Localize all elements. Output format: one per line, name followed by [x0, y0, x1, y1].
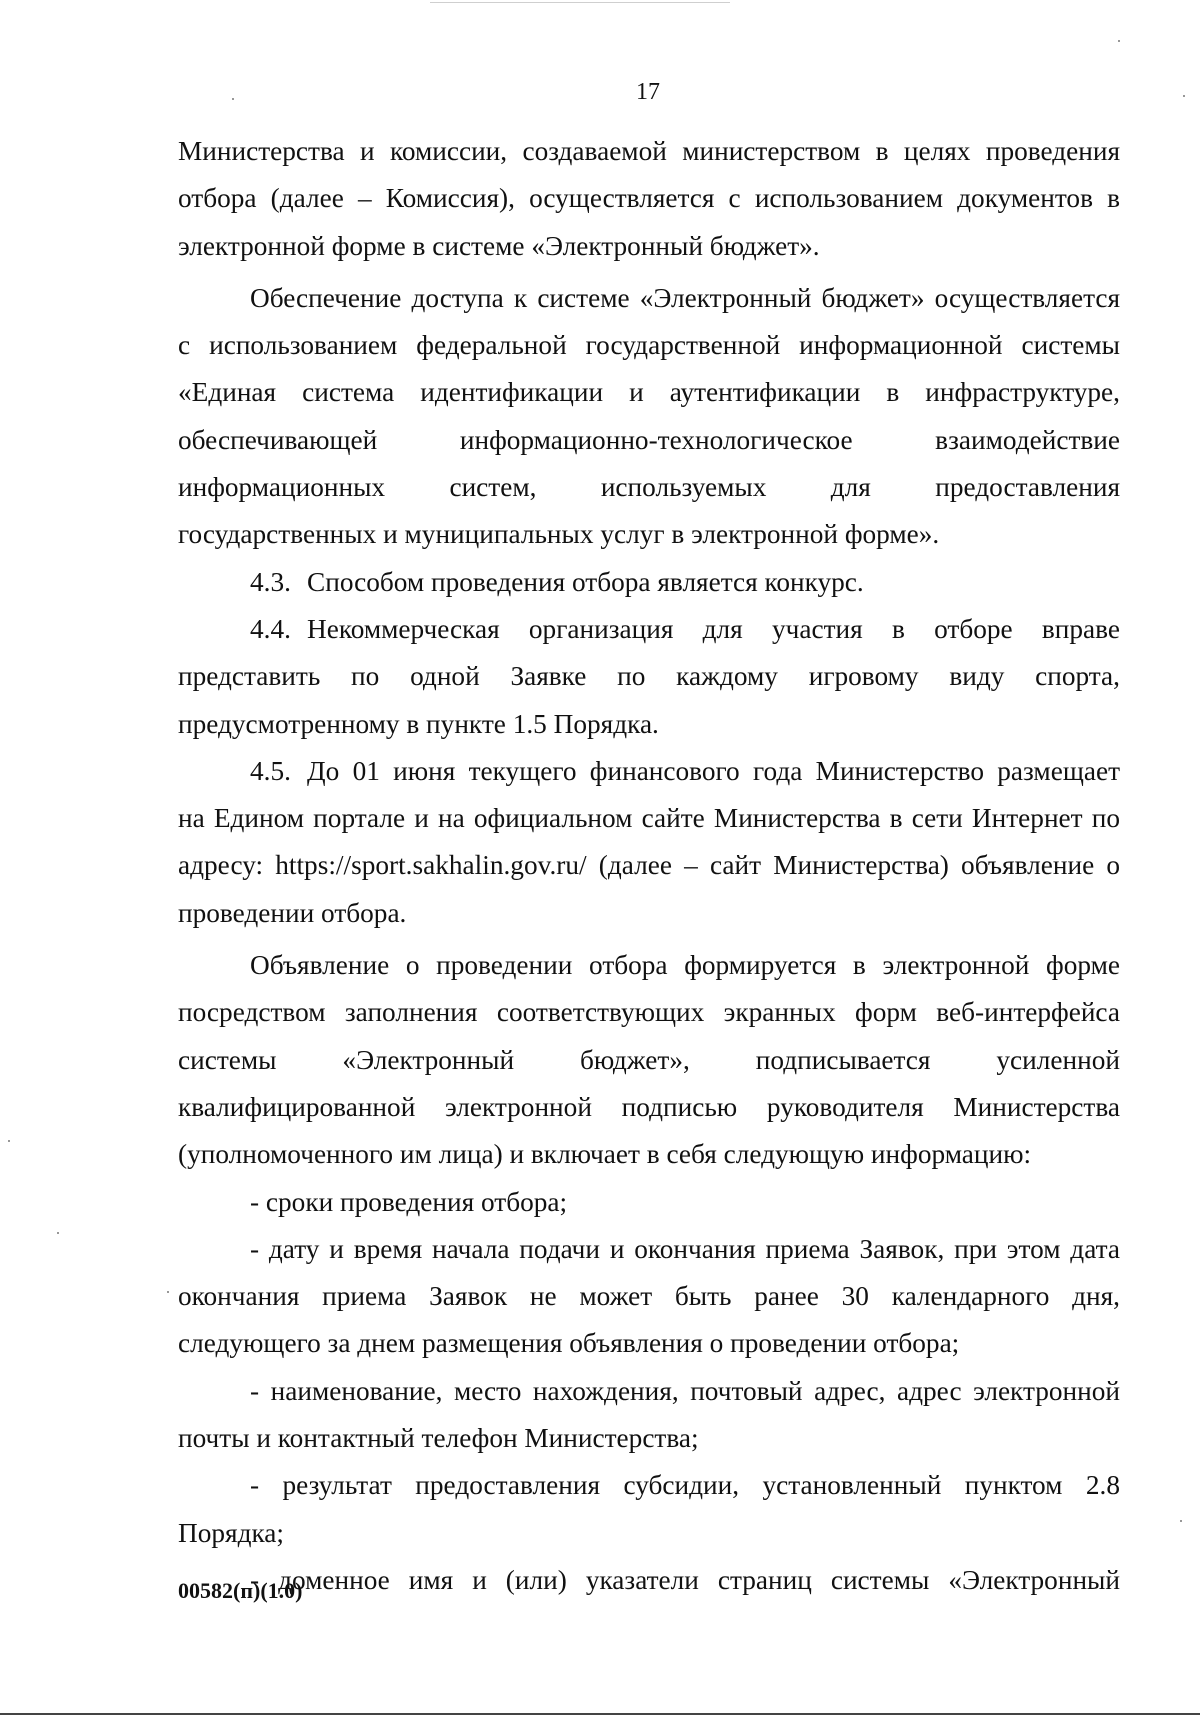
clause-number: 4.3.: [250, 566, 291, 597]
paragraph-line: Обеспечение доступа к системе «Электронный бюджет» осуществляется: [250, 282, 1120, 313]
scan-speck: [57, 1232, 59, 1234]
scan-bottom-edge: [0, 1713, 1200, 1715]
paragraph-line: посредством заполнения соответствующих экранных форм веб-интерфейса: [178, 997, 1120, 1028]
paragraph-line: «Единая система идентификации и аутентификации в инфраструктуре,: [178, 377, 1120, 408]
paragraph-line: представить по одной Заявке по каждому игровому виду спорта,: [178, 661, 1120, 692]
paragraph-line: отбора (далее – Комиссия), осуществляется с использованием документов в: [178, 183, 1120, 214]
page-number: 17: [636, 79, 660, 105]
paragraph-line: обеспечивающей информационно-технологическое взаимодействие: [178, 424, 1120, 455]
clause-4-5: [178, 748, 1120, 795]
paragraph-line: (уполномоченного им лица) и включает в себя следующую информацию:: [178, 1139, 1032, 1170]
scan-top-edge: [430, 2, 730, 3]
clause-text: Некоммерческая организация для участия в отборе вправе: [307, 613, 1120, 644]
scan-speck: [167, 1291, 169, 1293]
paragraph-line: электронной форме в системе «Электронный бюджет».: [178, 230, 820, 261]
list-item-line: окончания приема Заявок не может быть ранее 30 календарного дня,: [178, 1281, 1120, 1312]
paragraph-line: предусмотренному в пункте 1.5 Порядка.: [178, 708, 659, 739]
paragraph-line: квалифицированной электронной подписью руководителя Министерства: [178, 1091, 1120, 1122]
clause-text: Способом проведения отбора является конкурс.: [307, 566, 864, 597]
clause-4-4: [178, 606, 1120, 653]
paragraph-line: проведении отбора.: [178, 897, 407, 928]
paragraph-line: с использованием федеральной государственной информационной системы: [178, 330, 1120, 361]
scan-speck: [1180, 1520, 1182, 1522]
clause-4-3: [178, 559, 1120, 606]
list-item-line: Порядка;: [178, 1517, 285, 1548]
paragraph-line: на Едином портале и на официальном сайте Министерства в сети Интернет по: [178, 803, 1120, 834]
paragraph-line: государственных и муниципальных услуг в электронной форме».: [178, 519, 940, 550]
scan-speck: [8, 1140, 10, 1142]
list-item: - дату и время начала подачи и окончания приема Заявок, при этом дата: [250, 1233, 1120, 1264]
scan-speck: [1183, 95, 1185, 97]
paragraph-line: Объявление о проведении отбора формируется в электронной форме: [250, 950, 1120, 981]
scan-speck: [232, 98, 234, 100]
document-code: 00582(п)(1.0): [178, 1578, 303, 1603]
list-item: - наименование, место нахождения, почтовый адрес, адрес электронной: [250, 1375, 1120, 1406]
list-item: - результат предоставления субсидии, установленный пунктом 2.8: [250, 1470, 1120, 1501]
list-item-line: почты и контактный телефон Министерства;: [178, 1423, 699, 1454]
paragraph-line: информационных систем, используемых для предоставления: [178, 472, 1120, 503]
paragraph-line: Министерства и комиссии, создаваемой министерством в целях проведения: [178, 136, 1120, 166]
clause-number: 4.4.: [250, 613, 291, 644]
clause-number: 4.5.: [250, 755, 291, 786]
list-item: - сроки проведения отбора;: [250, 1186, 568, 1217]
document-body: [178, 128, 1120, 1604]
list-item: - доменное имя и (или) указатели страниц системы «Электронный: [250, 1564, 1120, 1595]
scan-speck: [1118, 40, 1120, 42]
paragraph-line: системы «Электронный бюджет», подписывается усиленной: [178, 1044, 1120, 1075]
clause-text: До 01 июня текущего финансового года Министерство размещает: [307, 755, 1120, 786]
list-item-line: следующего за днем размещения объявления о проведении отбора;: [178, 1328, 960, 1359]
paragraph-line: адресу: https://sport.sakhalin.gov.ru/ (далее – сайт Министерства) объявление о: [178, 850, 1120, 881]
